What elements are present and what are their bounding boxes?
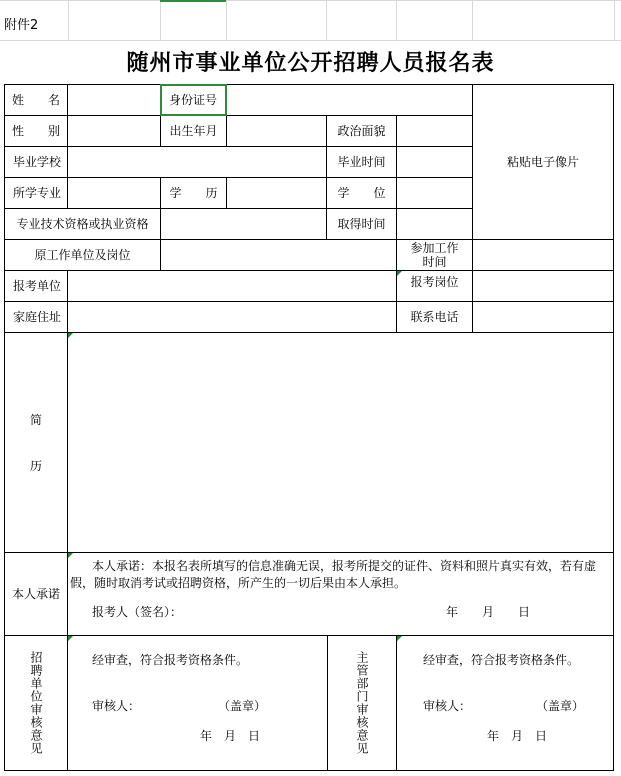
form-title: 随州市事业单位公开招聘人员报名表 [126,50,495,76]
address-label: 家庭住址 [4,301,68,333]
resume-field[interactable] [67,332,614,553]
apply-unit-field[interactable] [67,270,397,302]
grid-line [614,0,615,40]
id-number-label[interactable]: 身份证号 [160,84,227,116]
degree-label: 学 位 [326,177,397,209]
former-unit-label: 原工作单位及岗位 [4,239,161,271]
recruit-reviewer-label: 审核人： [92,699,141,713]
dept-label [327,635,397,771]
comment-marker-icon [68,333,73,338]
former-unit-field[interactable] [160,239,397,271]
grid-line [472,0,473,40]
grid-line [326,0,327,40]
qualification-field[interactable] [160,208,327,240]
phone-field[interactable] [472,301,614,333]
gender-field[interactable] [67,115,161,147]
promise-label: 本人承诺 [4,552,68,636]
phone-label: 联系电话 [396,301,473,333]
grid-line [68,0,69,40]
dept-date: 年 月 日 [487,729,548,743]
resume-label [4,332,68,553]
qualification-label: 专业技术资格或执业资格 [4,208,161,240]
dept-reviewed-text: 经审查，符合报考资格条件。 [423,653,580,667]
dept-text: 主管部门审核意见 [355,651,369,755]
dept-reviewer-label: 审核人： [423,699,472,713]
comment-marker-icon [68,636,73,641]
id-number-field[interactable] [226,84,473,116]
grid-line [0,40,621,41]
applicant-date: 年 月 日 [446,605,531,619]
applicant-sign-label: 报考人（签名）： [92,605,183,619]
school-field[interactable] [67,146,327,178]
major-label: 所学专业 [4,177,68,209]
political-label: 政治面貌 [326,115,397,147]
resume-label-char: 简 [29,412,42,427]
recruit-reviewed-text: 经审查，符合报考资格条件。 [92,653,249,667]
dept-seal-label: （盖章） [536,699,585,713]
grid-line [160,0,161,40]
obtain-time-label: 取得时间 [326,208,397,240]
degree-field[interactable] [396,177,473,209]
resume-label-char: 历 [29,458,42,473]
birth-field[interactable] [226,115,327,147]
apply-post-field[interactable] [472,270,614,302]
comment-marker-icon [68,553,73,558]
work-start-field[interactable] [472,239,614,271]
political-field[interactable] [396,115,473,147]
column-highlight [160,0,226,2]
recruit-unit-text: 招聘单位审核意见 [29,651,43,755]
address-field[interactable] [67,301,397,333]
education-field[interactable] [226,177,327,209]
promise-text-line2: 假，随时取消考试或招聘资格，所产生的一切后果由本人承担。 [70,576,407,590]
apply-post-label: 报考岗位 [396,270,473,302]
recruit-date: 年 月 日 [200,729,261,743]
recruit-unit-label [4,635,68,771]
apply-unit-label: 报考单位 [4,270,68,302]
grid-line [396,0,397,40]
comment-marker-icon [397,271,402,276]
major-field[interactable] [67,177,161,209]
school-label: 毕业学校 [4,146,68,178]
name-field[interactable] [67,84,161,116]
birth-label: 出生年月 [160,115,227,147]
attachment-label: 附件2 [4,18,39,33]
grid-line [226,0,227,40]
recruit-seal-label: （盖章） [218,699,267,713]
promise-text-line1: 本人承诺：本报名表所填写的信息准确无误，报考所提交的证件、资料和照片真实有效，若有虚 [92,559,597,573]
photo-cell[interactable]: 粘贴电子像片 [472,84,614,240]
comment-marker-icon [397,636,402,641]
work-start-label: 参加工作时间 [396,239,473,271]
gender-label: 性 别 [4,115,68,147]
obtain-time-field[interactable] [396,208,473,240]
grad-time-label: 毕业时间 [326,146,397,178]
education-label: 学 历 [160,177,227,209]
name-label: 姓 名 [4,84,68,116]
grid-line [0,0,621,1]
grad-time-field[interactable] [396,146,473,178]
